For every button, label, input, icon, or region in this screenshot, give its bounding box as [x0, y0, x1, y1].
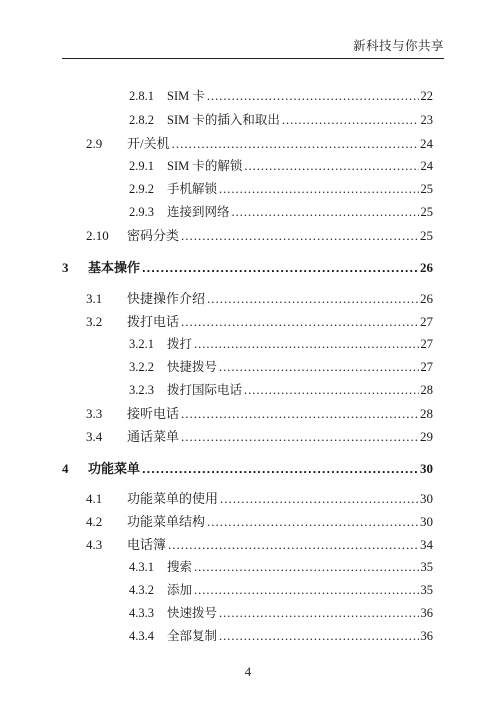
page-header: [62, 36, 444, 56]
toc-entry-number: 3.3: [86, 406, 103, 421]
toc-leader-dots: [232, 205, 419, 220]
toc-entry-page: 36: [420, 606, 433, 620]
toc-entry-page: 26: [420, 291, 433, 306]
toc-entry[interactable]: [86, 311, 433, 330]
toc-entry[interactable]: [86, 511, 433, 530]
toc-leader-dots: [219, 629, 418, 644]
toc-entry-number: 3.4: [86, 429, 103, 444]
toc-entry-page: 28: [420, 406, 433, 421]
toc-entry-number: 2.8.1: [129, 89, 154, 103]
toc-entry-number: 2.9.2: [129, 182, 154, 196]
page-number: 4: [244, 665, 252, 679]
toc-entry-page: 23: [420, 113, 433, 127]
toc-leader-dots: [207, 514, 418, 530]
toc-entry-page: 35: [420, 560, 433, 574]
toc-entry-page: 27: [420, 314, 433, 329]
toc-leader-dots: [194, 337, 418, 352]
toc-leader-dots: [142, 461, 418, 476]
toc-entry-page: 24: [420, 136, 433, 151]
toc-entry-number: 4.1: [86, 491, 103, 506]
toc-chapter-entry[interactable]: [62, 458, 433, 477]
toc-leader-dots: [282, 113, 419, 128]
toc-entry-number: 3.2.2: [129, 360, 154, 374]
toc-leader-dots: [219, 360, 418, 375]
toc-entry-title: SIM 卡的解锁: [167, 159, 243, 173]
toc-entry[interactable]: [129, 179, 433, 197]
toc-entry-page: 25: [420, 228, 433, 243]
toc-entry-page: 29: [420, 429, 433, 444]
toc-entry[interactable]: [86, 534, 433, 553]
toc-entry-number: 3: [62, 260, 69, 275]
toc-entry-title: 开/关机: [127, 136, 170, 151]
toc-entry[interactable]: [129, 580, 433, 598]
toc-entry-page: 30: [420, 491, 433, 506]
toc-entry-number: 4.3.4: [129, 629, 154, 643]
toc-entry-title: 连接到网络: [167, 205, 230, 219]
toc-entry[interactable]: [86, 403, 433, 422]
toc-entry-title: SIM 卡: [167, 89, 205, 103]
toc-entry[interactable]: [129, 557, 433, 575]
toc-entry-page: 30: [420, 514, 433, 529]
toc-entry[interactable]: [86, 288, 433, 307]
toc-entry-title: 快捷拨号: [167, 360, 218, 374]
toc-leader-dots: [219, 182, 418, 197]
toc-leader-dots: [207, 291, 418, 307]
toc-entry[interactable]: [86, 426, 433, 445]
toc-leader-dots: [244, 383, 418, 398]
toc-entry-page: 22: [420, 89, 433, 103]
toc-entry[interactable]: [129, 202, 433, 220]
header-title: 新科技与你共享: [352, 39, 444, 53]
toc-entry[interactable]: [129, 110, 433, 128]
toc-entry-title: 拨打: [167, 337, 193, 351]
toc-entry[interactable]: [129, 334, 433, 352]
toc-leader-dots: [244, 159, 418, 174]
toc-entry-number: 2.10: [86, 228, 109, 243]
toc-leader-dots: [207, 89, 419, 104]
toc-entry-title: 拨打国际电话: [167, 383, 243, 397]
toc-entry-title: 密码分类: [127, 228, 180, 243]
toc-leader-dots: [194, 583, 418, 598]
toc-entry-number: 3.2.1: [129, 337, 154, 351]
toc-entry-title: 基本操作: [88, 260, 141, 275]
toc-entry[interactable]: [86, 488, 433, 507]
toc-entry-title: 接听电话: [127, 406, 180, 421]
toc-leader-dots: [181, 429, 418, 445]
header-divider: [62, 58, 444, 59]
toc-entry-number: 2.8.2: [129, 113, 154, 127]
toc-leader-dots: [142, 260, 418, 275]
toc-leader-dots: [219, 606, 418, 621]
toc-entry-title: 拨打电话: [127, 314, 180, 329]
toc-entry-page: 30: [420, 461, 433, 476]
toc-entry-number: 4.2: [86, 514, 103, 529]
toc-entry-title: 功能菜单的使用: [127, 491, 219, 506]
toc-entry[interactable]: [129, 86, 433, 104]
toc-entry-page: 25: [420, 205, 433, 219]
toc-leader-dots: [181, 228, 418, 244]
toc-leader-dots: [194, 560, 418, 575]
toc-entry-number: 4.3.1: [129, 560, 154, 574]
toc-entry-title: 全部复制: [167, 629, 218, 643]
toc-entry-number: 2.9.3: [129, 205, 154, 219]
toc-entry[interactable]: [129, 156, 433, 174]
toc-entry-number: 3.2.3: [129, 383, 154, 397]
toc-entry-number: 4: [62, 461, 69, 476]
toc-entry-title: 添加: [167, 583, 193, 597]
toc-leader-dots: [181, 314, 418, 330]
toc-entry-page: 25: [420, 182, 433, 196]
toc-entry-title: 功能菜单结构: [127, 514, 206, 529]
toc-entry-title: 手机解锁: [167, 182, 218, 196]
toc-entry-title: 通话菜单: [127, 429, 180, 444]
toc-entry-page: 27: [420, 337, 433, 351]
toc-leader-dots: [220, 491, 418, 507]
toc-entry-page: 27: [420, 360, 433, 374]
toc-entry-number: 3.2: [86, 314, 103, 329]
toc-entry-title: 快捷操作介绍: [127, 291, 206, 306]
toc-entry-number: 4.3: [86, 537, 103, 552]
toc-entry-title: 功能菜单: [88, 461, 141, 476]
toc-leader-dots: [168, 537, 418, 553]
toc-entry-number: 3.1: [86, 291, 103, 306]
toc-entry-page: 26: [420, 260, 433, 275]
toc-chapter-entry[interactable]: [62, 257, 433, 276]
toc-entry[interactable]: [129, 357, 433, 375]
toc-entry-number: 4.3.3: [129, 606, 154, 620]
toc-entry-title: 电话簿: [127, 537, 167, 552]
toc-entry[interactable]: [129, 380, 433, 398]
toc-entry-title: SIM 卡的插入和取出: [167, 113, 280, 127]
toc-leader-dots: [181, 406, 418, 422]
toc-entry-page: 24: [420, 159, 433, 173]
toc-entry[interactable]: [86, 225, 433, 244]
toc-entry-number: 4.3.2: [129, 583, 154, 597]
toc-entry-number: 2.9: [86, 136, 103, 151]
toc-entry[interactable]: [129, 626, 433, 644]
toc-entry-page: 34: [420, 537, 433, 552]
toc-entry-number: 2.9.1: [129, 159, 154, 173]
toc-entry-page: 36: [420, 629, 433, 643]
toc-entry-title: 搜索: [167, 560, 193, 574]
toc-entry[interactable]: [86, 133, 433, 152]
toc-entry[interactable]: [129, 603, 433, 621]
toc-entry-page: 28: [420, 383, 433, 397]
toc-leader-dots: [172, 136, 418, 152]
toc-entry-page: 35: [420, 583, 433, 597]
toc-entry-title: 快速拨号: [167, 606, 218, 620]
